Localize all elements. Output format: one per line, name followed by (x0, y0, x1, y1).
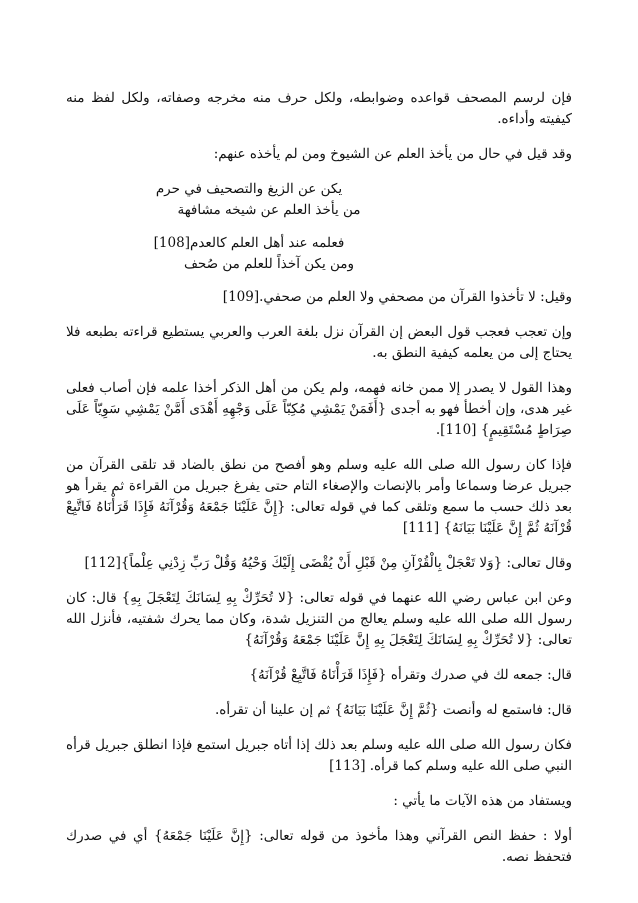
paragraph: فإذا كان رسول الله صلى الله عليه وسلم وهو أفصح من نطق بالضاد قد تلقى القرآن من جبريل عرضا وسماعا وأمر بالإنصات والإصغاء التام حتى يفرغ جبريل من القراءة ثم يقرأ هو بعد ذلك حسب ما سمع وتلقى كما في قوله تعالى: {إِنَّ عَلَيْنَا جَمْعَهُ وَقُرْآنَهُ فَإِذَا قَرَأْنَاهُ فَاتَّبِعْ قُرْآنَهُ ثُمَّ إِنَّ عَلَيْنَا بَيَانَهُ} [111] (66, 457, 572, 536)
paragraph: وقيل: لا تأخذوا القرآن من مصحفي ولا العلم من صحفي.[109] (222, 289, 572, 305)
paragraph: قال: فاستمع له وأنصت {ثُمَّ إِنَّ عَلَيْنَا بَيَانَهُ} ثم إن علينا أن تقرأه. (214, 702, 572, 718)
poem-verse (66, 233, 572, 275)
paragraph: أولا : حفظ النص القرآني وهذا مأخوذ من قوله تعالى: {إِنَّ عَلَيْنَا جَمْعَهُ} أي في صدرك فتحفظ نصه. (66, 828, 572, 865)
paragraph: فكان رسول الله صلى الله عليه وسلم بعد ذلك إذا أتاه جبريل استمع فإذا انطلق جبريل قرأه النبي صلى الله عليه وسلم كما قرأه. [113] (66, 737, 572, 774)
verse-line: يكن عن الزيغ والتصحيف في حرم (155, 181, 343, 197)
paragraph: ويستفاد من هذه الآيات ما يأتي : (393, 793, 572, 809)
poem-verse (66, 179, 572, 221)
paragraph: وهذا القول لا يصدر إلا ممن خانه فهمه، ولم يكن من أهل الذكر أخذا علمه فإن أصاب فعلى غير هدى، وإن أخطأ فهو به أجدى {أَفَمَنْ يَمْشِي مُكِبّاً عَلَى وَجْهِهِ أَهْدَى أَمَّنْ يَمْشِي سَوِيّاً عَلَى صِرَاطٍ مُسْتَقِيمٍ} [110]. (66, 380, 572, 438)
paragraph: وعن ابن عباس رضي الله عنهما في قوله تعالى: {لا تُحَرِّكْ بِهِ لِسَانَكَ لِتَعْجَلَ بِهِ} قال: كان رسول الله صلى الله عليه وسلم يعالج من التنزيل شدة، وكان مما يحرك شفتيه، فأنزل الله تعالى: {لا تُحَرِّكْ بِهِ لِسَانَكَ لِتَعْجَلَ بِهِ إِنَّ عَلَيْنَا جَمْعَهُ وَقُرْآنَهُ} (66, 590, 572, 648)
paragraph: وقد قيل في حال من يأخذ العلم عن الشيوخ ومن لم يأخذه عنهم: (213, 146, 572, 162)
paragraph: وإن تعجب فعجب قول البعض إن القرآن نزل بلغة العرب والعربي يستطيع قراءته بطبعه فلا يحتاج إلى من يعلمه كيفية النطق به. (66, 324, 572, 361)
paragraph: قال: جمعه لك في صدرك وتقرأه {فَإِذَا قَرَأْنَاهُ فَاتَّبِعْ قُرْآنَهُ} (249, 667, 572, 683)
paragraph: فإن لرسم المصحف قواعده وضوابطه، ولكل حرف منه مخرجه وصفاته، ولكل لفظ منه كيفيته وأداءه. (66, 90, 572, 127)
verse-line: من يأخذ العلم عن شيخه مشافهة (177, 202, 361, 218)
verse-line: ومن يكن آخذاً للعلم من صُحف (183, 256, 355, 272)
verse-line: فعلمه عند أهل العلم كالعدم[108] (153, 235, 345, 251)
paragraph: وقال تعالى: {وَلا تَعْجَلْ بِالْقُرْآنِ مِنْ قَبْلِ أَنْ يُقْضَى إِلَيْكَ وَحْيُهُ وَقُلْ رَبِّ زِدْنِي عِلْماً}[112] (84, 555, 572, 571)
